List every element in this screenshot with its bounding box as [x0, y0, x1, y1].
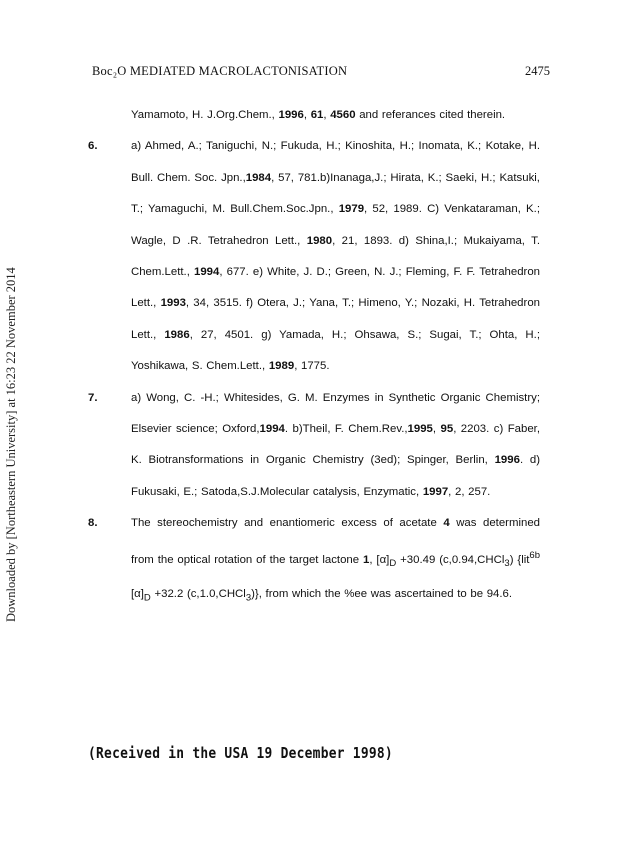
running-title: Boc₂O MEDIATED MACROLACTONISATION — [92, 64, 348, 78]
reference-item — [80, 100, 540, 131]
reference-number: 6. — [88, 140, 98, 153]
reference-item — [80, 508, 540, 614]
reference-text: a) Ahmed, A.; Taniguchi, N.; Fukuda, H.; Kinoshita, H.; Inomata, K.; Kotake, H. Bull. Chem. Soc. Jpn.,1984, 57, 781.b)Inanaga,J.; Hirata, K.; Saeki, H.; Katsuki, T.; Yamaguchi, M. Bull.Chem.Soc.Jpn., 1979, 52, 1989. C) Venkataraman, K.; Wagle, D .R. Tetrahedron Lett., 1980, 21, 1893. d) Shina,I.; Mukaiyama, T. Chem.Lett., 1994, 677. e) White, J. D.; Green, N. J.; Fleming, F. F. Tetrahedron Lett., 1993, 34, 3515. f) Otera, J.; Yana, T.; Himeno, Y.; Nozaki, H. Tetrahedron Lett., 1986, 27, 4501. g) Yamada, H.; Ohsawa, S.; Sugai, T.; Ohta, H.; Yoshikawa, S. Chem.Lett., 1989, 1775. — [131, 140, 541, 373]
reference-item — [80, 131, 540, 382]
reference-text: Yamamoto, H. J.Org.Chem., 1996, 61, 4560 and referances cited therein. — [131, 109, 506, 121]
reference-item — [80, 383, 540, 509]
page-number: 2475 — [525, 64, 550, 78]
download-watermark: Downloaded by [Northeastern University] at 16:23 22 November 2014 — [4, 267, 18, 622]
reference-list — [80, 100, 540, 614]
reference-number: 8. — [88, 517, 98, 530]
reference-text: The stereochemistry and enantiomeric excess of acetate 4 was determined from the optical rotation of the target lactone 1, $[\alpha]_D +30.49$ (c,0.94,CHCl$_3$) {lit$^{6b}$ $[\alpha]_D +32.2$ (c,1.0,CHCl$_3$)}, from which the %ee was ascertained to be 94.6. — [131, 517, 540, 604]
running-header — [92, 64, 550, 80]
reference-text: a) Wong, C. -H.; Whitesides, G. M. Enzymes in Synthetic Organic Chemistry; Elsevier science; Oxford,1994. b)Theil, F. Chem.Rev.,1995, 95, 2203. c) Faber, K. Biotransformations in Organic Chemistry (3ed); Spinger, Berlin, 1996. d) Fukusaki, E.; Satoda,S.J.Molecular catalysis, Enzymatic, 1997, 2, 257. — [131, 391, 540, 498]
reference-number: 7. — [88, 391, 98, 404]
received-date: (Received in the USA 19 December 1998) — [88, 744, 393, 762]
